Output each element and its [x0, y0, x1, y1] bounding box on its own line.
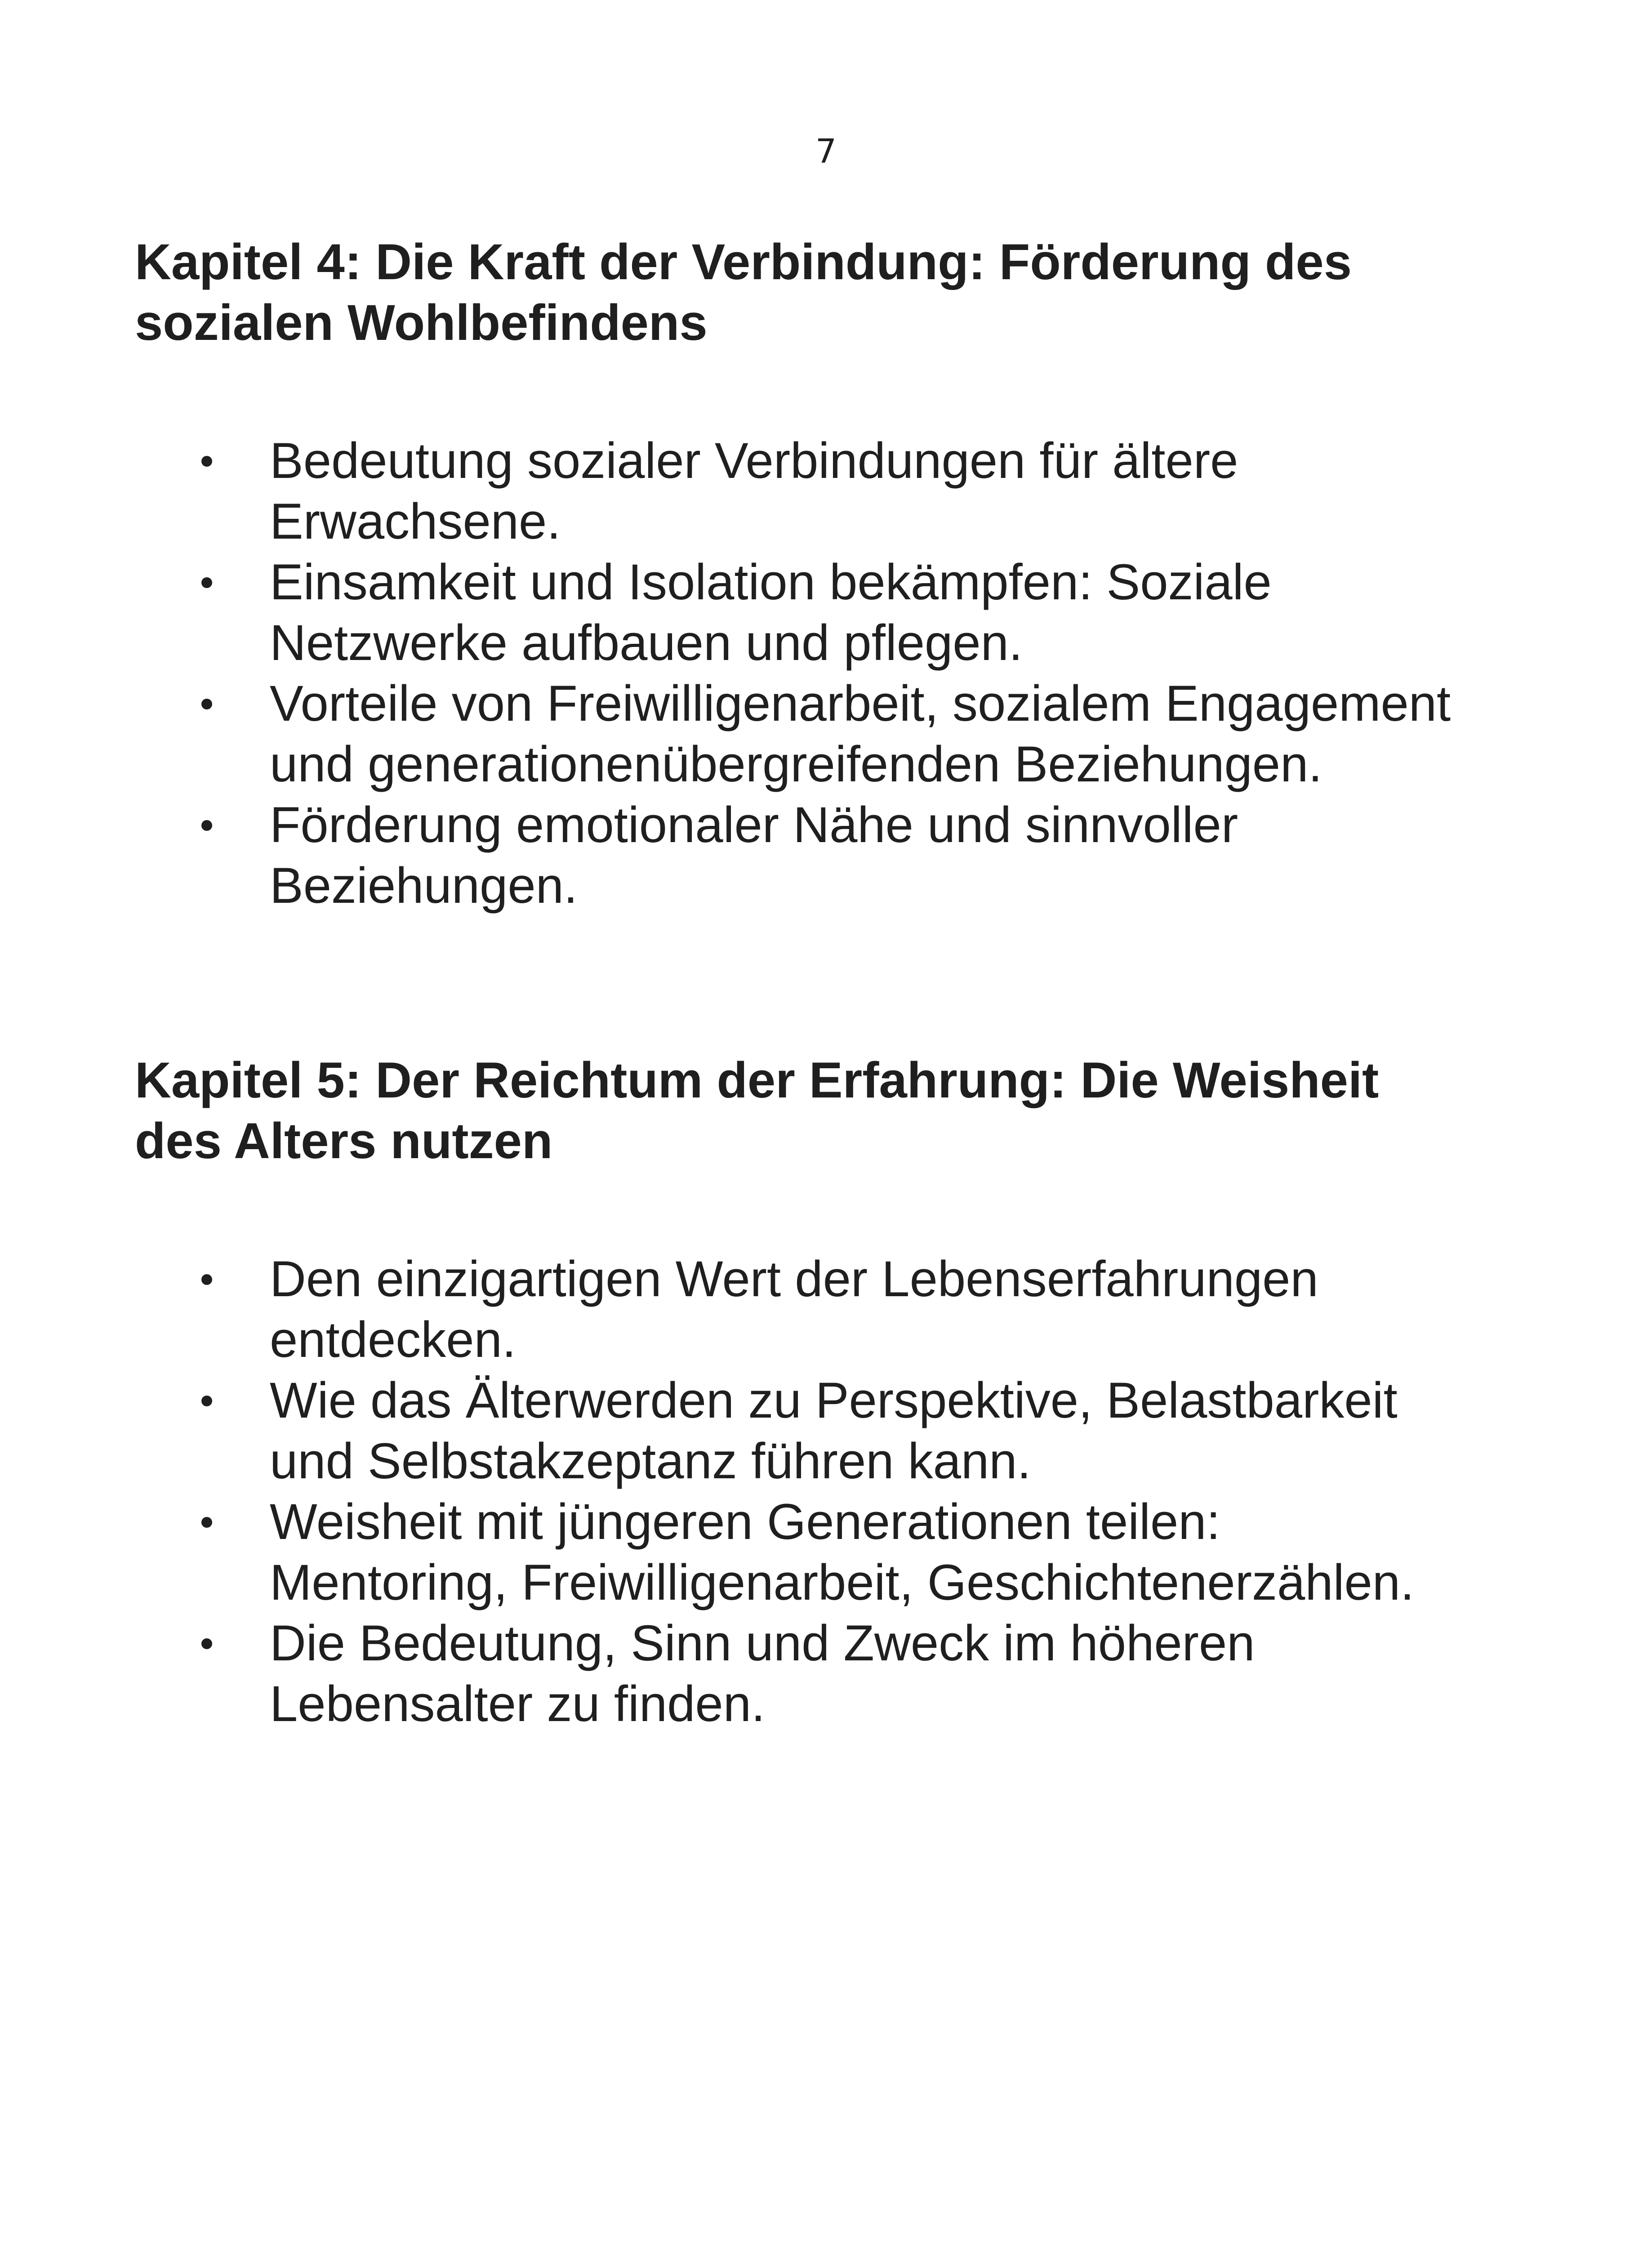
list-item: [135, 794, 1537, 916]
bullet-icon: [201, 1638, 212, 1649]
list-item-line: entdecken.: [270, 1311, 516, 1368]
list-item-line: Bedeutung sozialer Verbindungen für ältere: [270, 433, 1238, 489]
list-item: [135, 552, 1537, 673]
list-item-line: Weisheit mit jüngeren Generationen teilen:: [270, 1494, 1220, 1550]
bullet-icon: [201, 699, 212, 709]
bullet-icon: [201, 1396, 212, 1406]
list-item-line: Mentoring, Freiwilligenarbeit, Geschichtenerzählen.: [270, 1554, 1415, 1610]
chapter-title-line: Kapitel 5: Der Reichtum der Erfahrung: Die Weisheit: [135, 1052, 1379, 1108]
chapter-title-line: sozialen Wohlbefindens: [135, 294, 708, 351]
list-item: [135, 1249, 1537, 1370]
page-number: 7: [815, 132, 837, 171]
chapter-5-title: [135, 1050, 1537, 1171]
bullet-icon: [201, 456, 212, 467]
list-item: [135, 1491, 1537, 1613]
list-item-line: Die Bedeutung, Sinn und Zweck im höheren: [270, 1615, 1255, 1671]
list-item: [135, 673, 1537, 794]
list-item-line: und Selbstakzeptanz führen kann.: [270, 1433, 1031, 1489]
chapter-4-title: [135, 232, 1537, 353]
chapter-4-section: [135, 232, 1537, 916]
list-item-line: und generationenübergreifenden Beziehungen.: [270, 736, 1322, 792]
list-item-line: Lebensalter zu finden.: [270, 1676, 766, 1732]
bullet-icon: [201, 577, 212, 588]
list-item-line: Förderung emotionaler Nähe und sinnvoller: [270, 797, 1238, 853]
bullet-icon: [201, 1274, 212, 1285]
chapter-5-section: [135, 1050, 1537, 1734]
list-item-line: Erwachsene.: [270, 493, 561, 549]
list-item-line: Beziehungen.: [270, 857, 578, 914]
list-item-line: Wie das Älterwerden zu Perspektive, Belastbarkeit: [270, 1372, 1398, 1428]
list-item-line: Vorteile von Freiwilligenarbeit, sozialem Engagement: [270, 675, 1451, 731]
chapter-title-line: Kapitel 4: Die Kraft der Verbindung: Förderung des: [135, 234, 1352, 290]
bullet-icon: [201, 1517, 212, 1528]
bullet-icon: [201, 820, 212, 831]
list-item: [135, 430, 1537, 552]
list-item: [135, 1613, 1537, 1734]
chapter-title-line: des Alters nutzen: [135, 1113, 553, 1169]
list-item: [135, 1370, 1537, 1491]
list-item-line: Einsamkeit und Isolation bekämpfen: Soziale: [270, 554, 1272, 610]
chapter-5-bullet-list: [135, 1249, 1537, 1734]
chapter-4-bullet-list: [135, 430, 1537, 916]
list-item-line: Netzwerke aufbauen und pflegen.: [270, 615, 1023, 671]
list-item-line: Den einzigartigen Wert der Lebenserfahrungen: [270, 1251, 1318, 1307]
